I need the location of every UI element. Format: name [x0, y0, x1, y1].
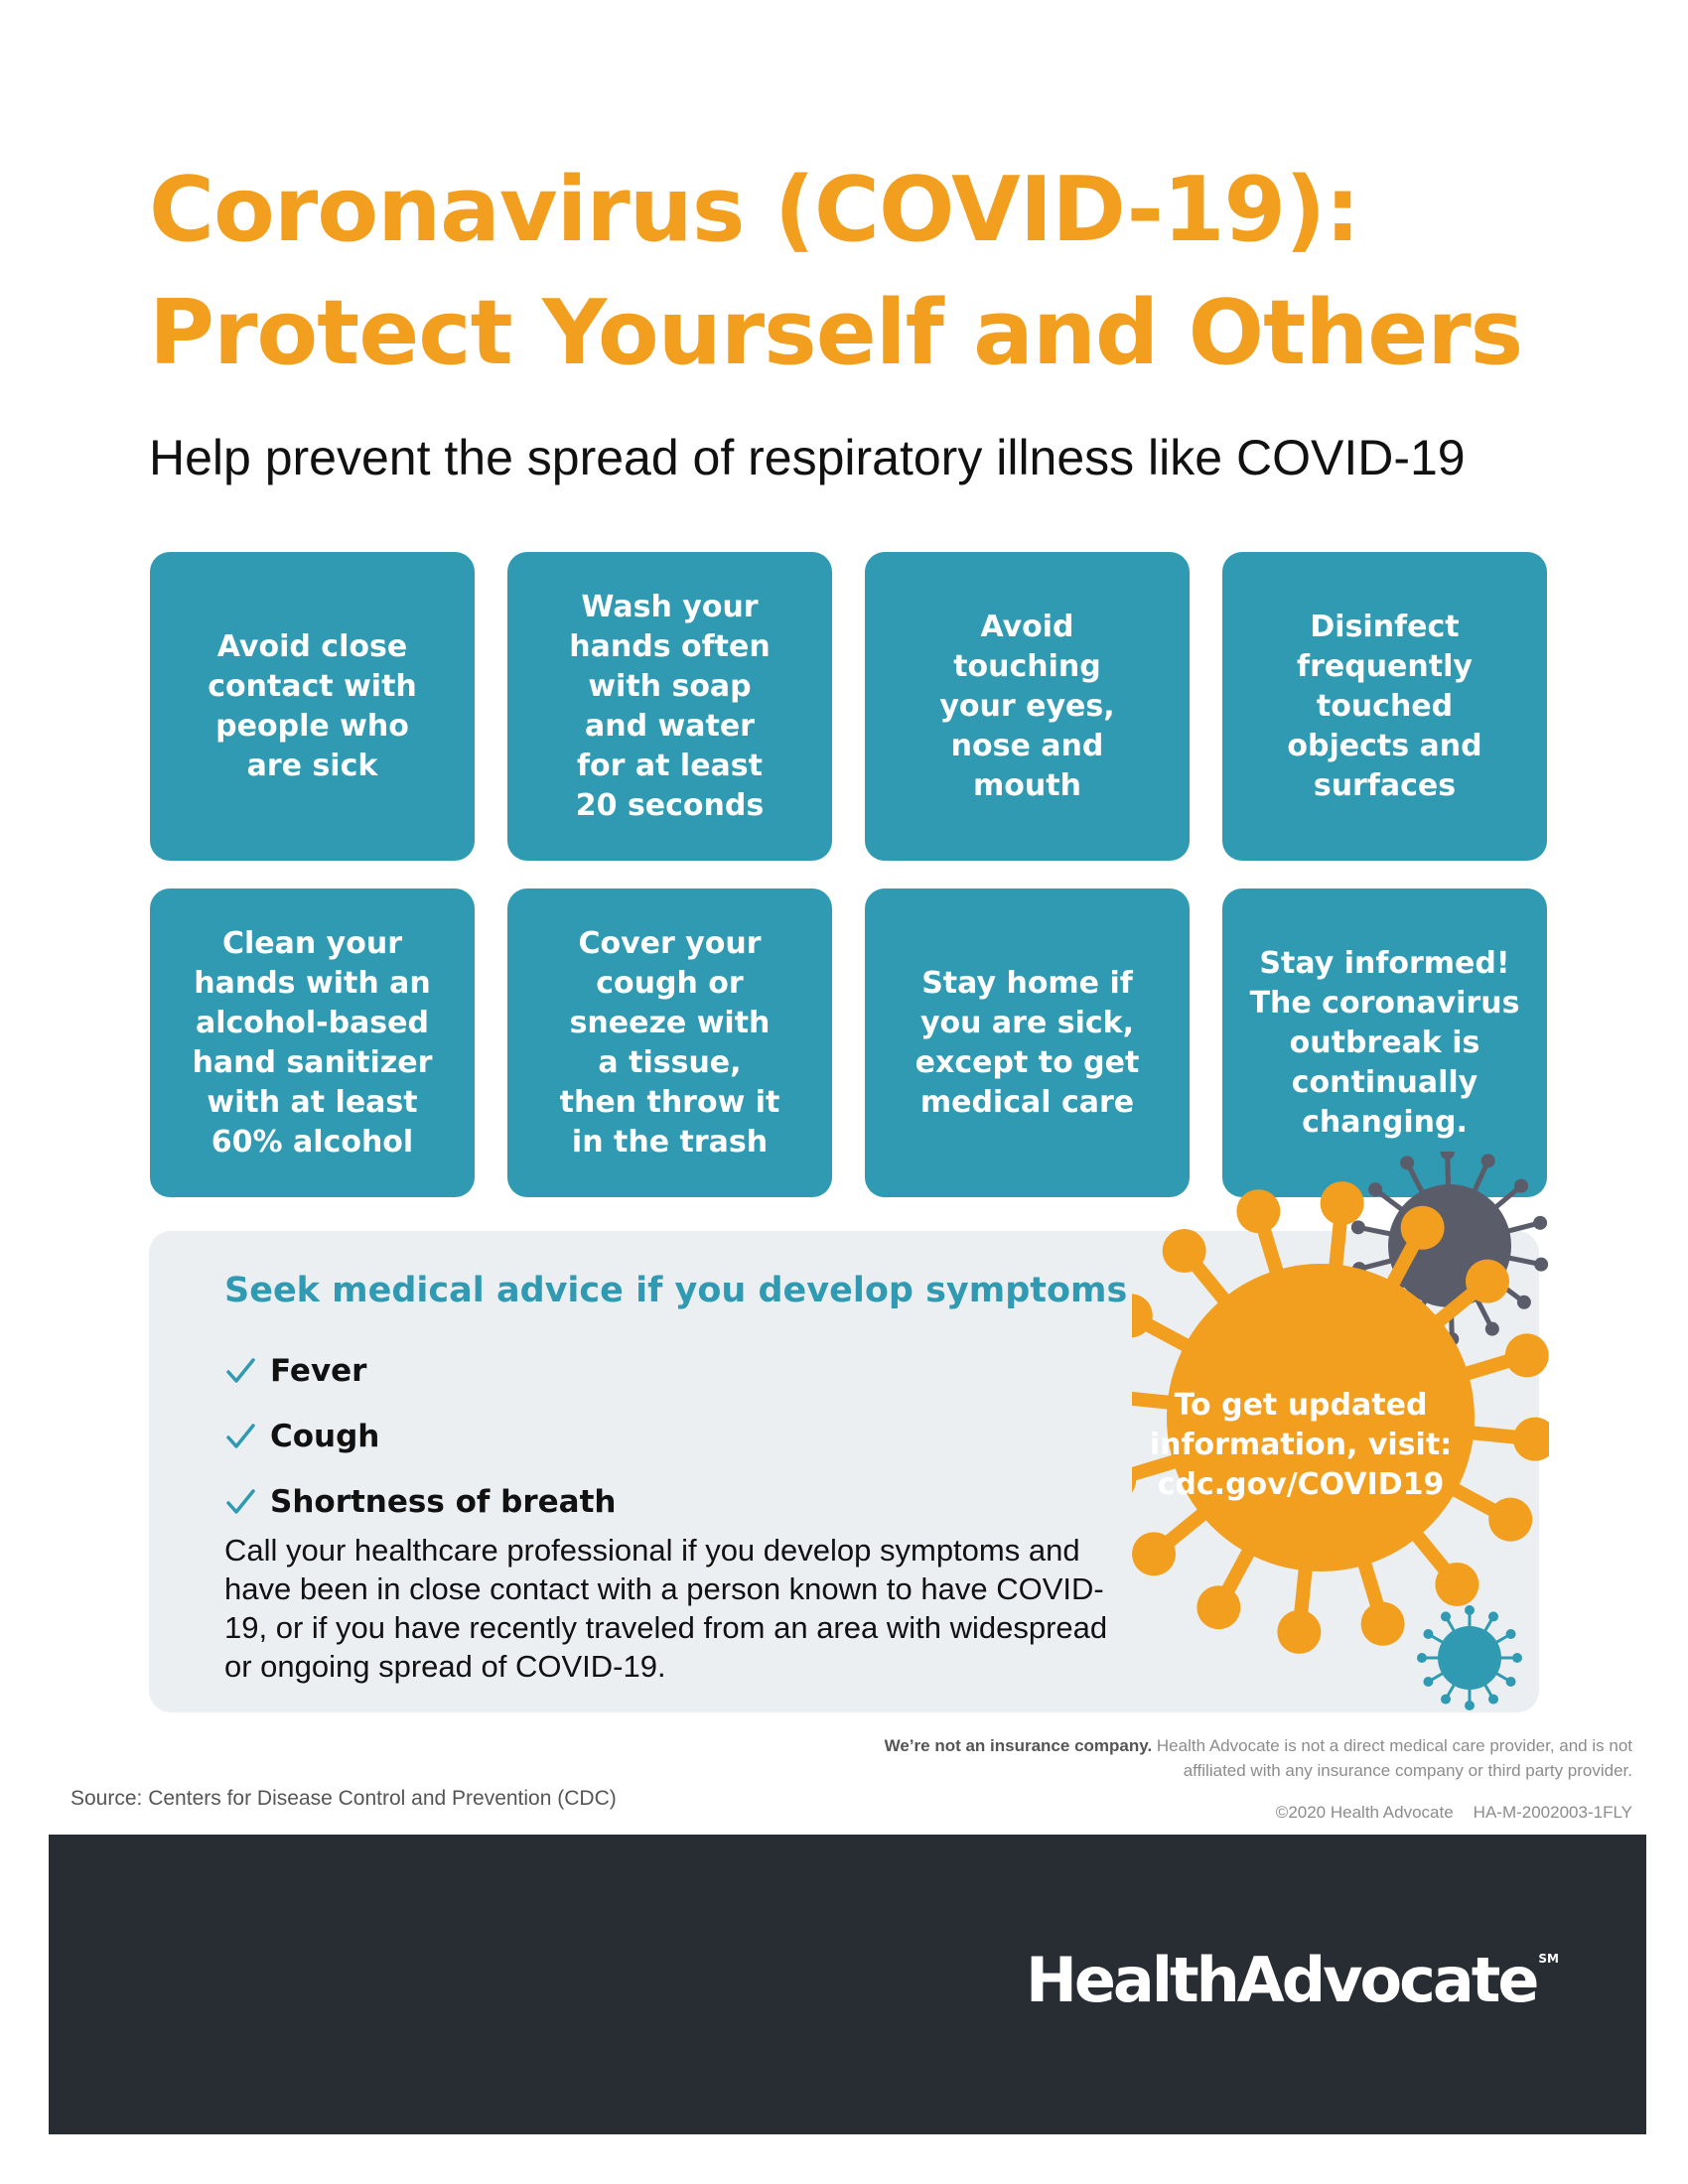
- tip-tile-wash-hands: Wash your hands often with soap and water for at least 20 seconds: [507, 552, 832, 861]
- copyright-line: [1276, 1803, 1632, 1823]
- tip-tile-disinfect: Disinfect frequently touched objects and surfaces: [1222, 552, 1547, 861]
- tip-tile-hand-sanitizer: Clean your hands with an alcohol-based hand sanitizer with at least 60% alcohol: [150, 888, 475, 1197]
- update-info-callout: [1112, 1386, 1489, 1505]
- logo-text: HealthAdvocate: [1025, 1944, 1537, 2016]
- symptom-label: Cough: [270, 1419, 380, 1454]
- symptom-item: [224, 1404, 616, 1469]
- check-icon: [224, 1355, 256, 1387]
- title-line-1: Coronavirus (COVID-19):: [149, 158, 1360, 262]
- symptoms-list: [224, 1338, 616, 1535]
- title-line-2: Protect Yourself and Others: [149, 281, 1523, 385]
- source-citation: Source: Centers for Disease Control and Prevention (CDC): [70, 1787, 617, 1810]
- tip-tile-stay-informed: Stay informed! The coronavirus outbreak is continually changing.: [1222, 888, 1547, 1197]
- virus-teal-icon: [1417, 1605, 1522, 1710]
- health-advocate-logo: [1026, 1944, 1559, 2016]
- tip-tile-avoid-touching-face: Avoid touching your eyes, nose and mouth: [865, 552, 1190, 861]
- disclaimer-bold: We’re not an insurance company.: [884, 1736, 1153, 1755]
- disclaimer-text: Health Advocate is not a direct medical care provider, and is not affiliated with any insurance company or third party provider.: [1152, 1736, 1632, 1780]
- prevention-tips-grid: [150, 552, 1548, 1197]
- footer-bar: [49, 1835, 1646, 2134]
- symptom-item: [224, 1338, 616, 1404]
- tip-tile-avoid-contact: Avoid close contact with people who are sick: [150, 552, 475, 861]
- symptom-label: Fever: [270, 1353, 367, 1389]
- document-code: HA-M-2002003-1FLY: [1473, 1803, 1632, 1822]
- disclaimer: [838, 1733, 1632, 1783]
- cta-link[interactable]: cdc.gov/COVID19: [1157, 1467, 1445, 1502]
- check-icon: [224, 1486, 256, 1518]
- page-subtitle: Help prevent the spread of respiratory illness like COVID-19: [149, 430, 1466, 485]
- check-icon: [224, 1421, 256, 1452]
- symptom-item: [224, 1469, 616, 1535]
- symptom-label: Shortness of breath: [270, 1484, 617, 1520]
- tip-tile-cover-cough: Cover your cough or sneeze with a tissue, then throw it in the trash: [507, 888, 832, 1197]
- symptoms-heading: Seek medical advice if you develop symptoms: [224, 1271, 1128, 1310]
- advice-body-text: Call your healthcare professional if you develop symptoms and have been in close contact with a person known to have COVID-19, or if you have recently traveled from an area with widespread or ongoing spread of COVID-19.: [224, 1533, 1108, 1684]
- page-title: [149, 149, 1589, 395]
- cta-line-1: To get updated: [1174, 1388, 1428, 1423]
- logo-service-mark: SM: [1538, 1952, 1559, 1966]
- tip-tile-stay-home: Stay home if you are sick, except to get medical care: [865, 888, 1190, 1197]
- copyright: ©2020 Health Advocate: [1275, 1803, 1454, 1822]
- cta-line-2: information, visit:: [1149, 1428, 1453, 1462]
